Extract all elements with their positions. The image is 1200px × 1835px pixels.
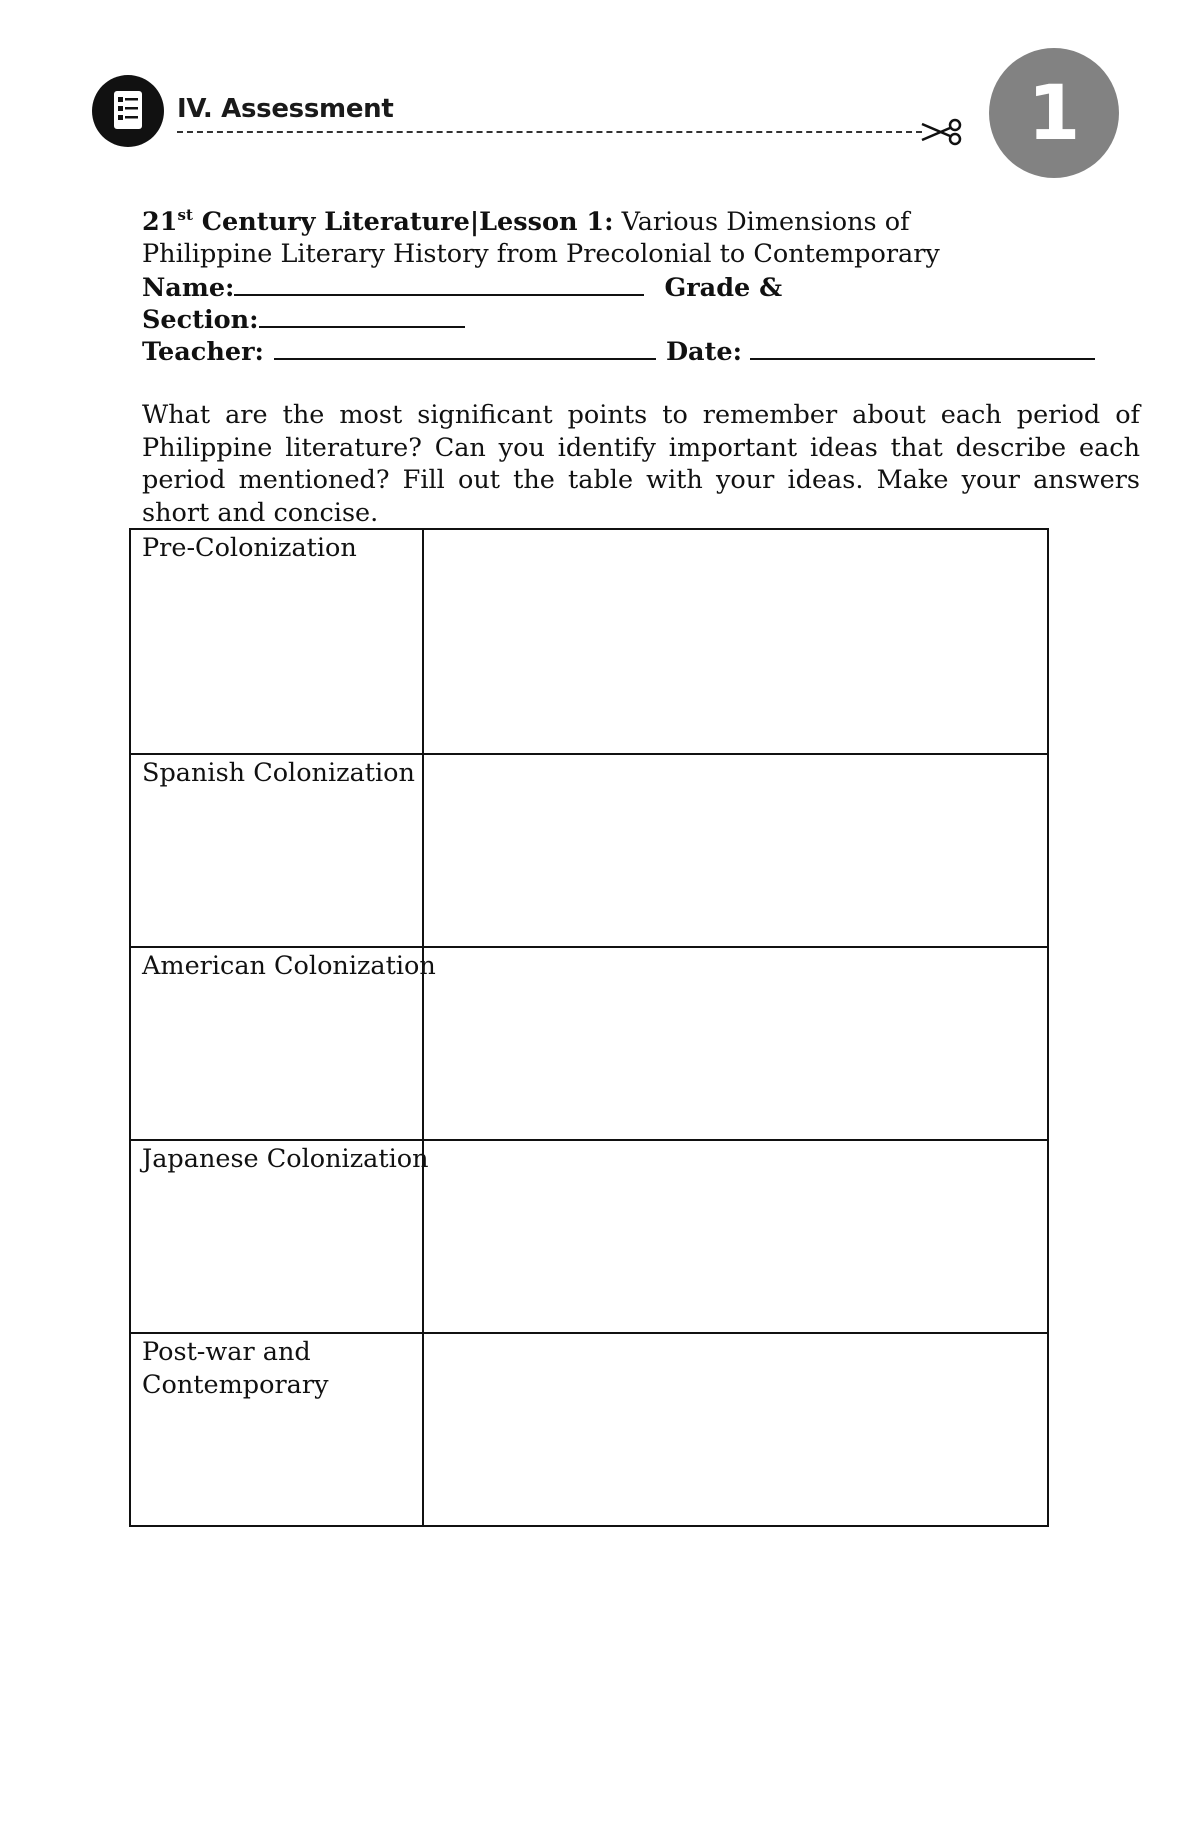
course-prefix: 21 (142, 207, 178, 237)
answer-cell[interactable] (423, 1333, 1048, 1526)
period-label: Spanish Colonization (130, 754, 423, 947)
course-lesson-label: Century Literature|Lesson 1: (192, 207, 614, 237)
scissors-icon (920, 118, 962, 146)
cut-line-divider (177, 131, 922, 133)
answer-cell[interactable] (423, 1140, 1048, 1333)
period-label: Japanese Colonization (130, 1140, 423, 1333)
course-superscript: st (177, 206, 193, 224)
teacher-label: Teacher: (142, 337, 264, 367)
date-label: Date: (665, 337, 742, 367)
name-label: Name: (142, 273, 235, 303)
grade-section-field[interactable] (259, 302, 465, 328)
literature-periods-table (129, 528, 1049, 1527)
checklist-document-icon (92, 75, 164, 147)
table-row (130, 1333, 1048, 1526)
table-row (130, 754, 1048, 947)
answer-cell[interactable] (423, 947, 1048, 1140)
grade-label: Grade & (664, 273, 783, 303)
name-field[interactable] (234, 270, 644, 296)
course-title-line (142, 206, 910, 238)
answer-cell[interactable] (423, 754, 1048, 947)
answer-cell[interactable] (423, 529, 1048, 754)
lesson-title-part1: Various Dimensions of (613, 207, 910, 237)
date-field[interactable] (750, 334, 1095, 360)
period-label: Post-war and Contemporary (130, 1333, 423, 1526)
teacher-field[interactable] (274, 334, 656, 360)
table-row (130, 1140, 1048, 1333)
name-grade-row (142, 270, 782, 304)
section-row (142, 302, 465, 336)
period-label: American Colonization (130, 947, 423, 1140)
section-label: Section: (142, 305, 259, 335)
teacher-date-row (142, 334, 1095, 368)
lesson-title-part2: Philippine Literary History from Precolonial to Contemporary (142, 239, 940, 269)
table-row (130, 529, 1048, 754)
lesson-number-badge: 1 (989, 48, 1119, 178)
table-row (130, 947, 1048, 1140)
period-label: Pre-Colonization (130, 529, 423, 754)
instructions-paragraph: What are the most significant points to remember about each period of Philippine literature? Can you identify important ideas that describe each period mentioned? Fill out the table with your ideas. Make your answers short and concise. (142, 400, 1140, 528)
section-title: IV. Assessment (177, 94, 394, 124)
